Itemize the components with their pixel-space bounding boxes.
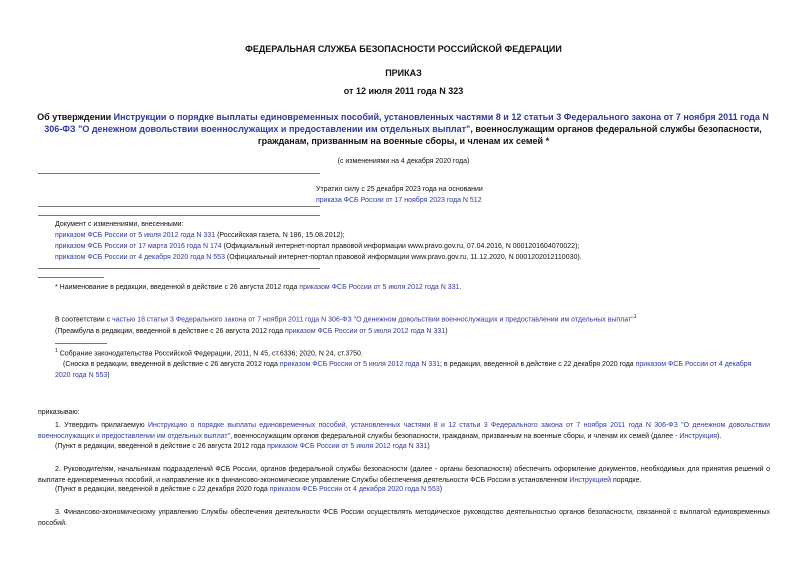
changes-item [55,232,345,239]
changes-item [55,243,579,250]
note-end: ) [427,443,430,450]
preamble-prefix: В соответствии с [55,316,113,324]
note-end: ) [445,328,448,335]
item-1-note-link[interactable]: приказом ФСБ России от 5 июля 2012 года N 331 [267,443,428,450]
order-item-1-note [55,443,430,450]
order-item-1 [38,420,770,442]
note-prefix: (Пункт в редакции, введенной в действие с 22 декабря 2020 года [55,486,270,493]
footnote-text: Собрание законодательства Российской Федерации, 2011, N 45, ст.6336; 2020, N 24, ст.3750. [57,350,363,358]
footnote-1-note-line-2 [55,372,110,379]
title-line-1 [36,112,770,122]
note-prefix: (Пункт в редакции, введенной в действие с 26 августа 2012 года [55,443,268,450]
item-text: 2. Руководителям, начальникам подразделений ФСБ России, органов федеральной службы безопасности (далее - органы безопасности) обеспечить оформление документов, необходимых для принятия решений о выплате единовременных пособий, и направление их в финансово-экономическое управление Службы обеспечения деятельности ФСБ России в установленном [38,466,770,484]
order-word: приказываю: [38,409,80,416]
footnote-divider [55,343,107,344]
divider [38,215,320,216]
note-end: ) [439,486,443,493]
note-prefix: (Сноска в редакции, введенной в действие с 26 августа 2012 года [63,361,280,368]
item-end: ). [717,433,722,440]
amendment-link[interactable]: приказом ФСБ России от 4 декабря 2020 года N 553 [55,254,225,261]
footnote-1 [55,348,363,357]
preamble-law-link[interactable]: частью 18 статьи 3 Федерального закона от 7 ноября 2011 года N 306-ФЗ "О денежном довольствии военнослужащих и предоставлении им отдельных выплат" [112,316,634,324]
footnote-note-link[interactable]: приказом ФСБ России от 5 июля 2012 года N 331 [279,361,440,368]
footnote-note-link-2[interactable]: приказом ФСБ России от 4 декабря [635,361,752,368]
title-footnote [55,284,461,291]
title-line-2 [36,124,770,134]
title-line-3: гражданам, призванным на военные сборы, и членам их семей * [257,136,550,146]
note-prefix: (Преамбула в редакции, введенной в действие с 26 августа 2012 года [55,328,286,335]
title-suffix: , военнослужащим органов федеральной службы безопасности, [470,124,762,134]
instruction-short-link[interactable]: Инструкция [679,433,718,440]
footnote-1-note-line-1 [63,361,751,368]
footnote-text: * Наименование в редакции, введенной в действие с 26 августа 2012 года [55,284,300,291]
amendment-link[interactable]: приказом ФСБ России от 5 июля 2012 года N 331 [55,232,216,239]
order-item-2-note [55,486,442,493]
divider [38,173,320,174]
footnote-end: . [459,284,462,291]
footnote-divider [38,277,104,278]
changes-heading: Документ с изменениями, внесенными: [55,221,184,228]
footnote-link[interactable]: приказом ФСБ России от 5 июля 2012 года N 331 [299,284,460,291]
agency-name: ФЕДЕРАЛЬНАЯ СЛУЖБА БЕЗОПАСНОСТИ РОССИЙСКОЙ ФЕДЕРАЦИИ [245,44,562,54]
doc-date-number: от 12 июля 2011 года N 323 [343,86,464,96]
footnote-mark: 1 [55,348,58,354]
item-2-note-link[interactable]: приказом ФСБ России от 4 декабря 2020 года N 553 [269,486,440,493]
preamble-note-link[interactable]: приказом ФСБ России от 5 июля 2012 года N 331 [285,328,446,335]
title-prefix: Об утверждении [37,112,114,122]
note-end: ) [107,372,110,379]
item-text: 1. Утвердить прилагаемую [55,422,148,429]
amendment-source: (Российская газета, N 186, 15.08.2012); [215,232,345,239]
order-item-3: 3. Финансово-экономическому управлению Службы обеспечения деятельности ФСБ России осуществлять методическое руководство деятельностью органов безопасности, связанной с выплатой единовременных пособий. [38,509,770,527]
instruction-link[interactable]: Инструкцию о порядке выплаты единовременных пособий, установленных частями 8 и 12 статьи 3 Федерального закона от 7 ноября 2011 года N 306-ФЗ "О денежном довольствии военнослужащих и предоставлении им отдельных выплат" [38,422,770,440]
title-instruction-link[interactable]: Инструкции о порядке выплаты единовременных пособий, установленных частями 8 и 12 статьи 3 Федерального закона от 7 ноября 2011 года N [113,112,769,122]
preamble-note [55,328,448,335]
order-item-2 [38,464,770,486]
item-text: , военнослужащим органов федеральной службы безопасности, гражданам, призванным на военные сборы, и членам их семей (далее - [230,433,680,440]
note-mid: ; в редакции, введенной в действие с 22 декабря 2020 года [440,361,636,368]
amendment-source: (Официальный интернет-портал правовой информации www.pravo.gov.ru, 11.12.2020, N 0001202012110030). [224,254,582,261]
footnote-note-link-2[interactable]: 2020 года N 553 [55,372,108,379]
status-repeal-link[interactable]: приказа ФСБ России от 17 ноября 2023 года N 512 [316,197,482,204]
divider [38,268,320,269]
preamble [55,314,637,323]
status-text: Утратил силу с 25 декабря 2023 года на основании [316,186,483,193]
doc-type: ПРИКАЗ [385,68,422,78]
amended-note: (с изменениями на 4 декабря 2020 года) [337,158,470,165]
instruction-link-2[interactable]: Инструкцией [569,477,612,484]
changes-item [55,254,582,261]
title-law-link[interactable]: 306-ФЗ "О денежном довольствии военнослужащих и предоставлении им отдельных выплат" [44,124,471,134]
amendment-source: (Официальный интернет-портал правовой информации www.pravo.gov.ru, 07.04.2016, N 0001201604070022); [221,243,580,250]
amendment-link[interactable]: приказом ФСБ России от 17 марта 2016 года N 174 [55,243,222,250]
divider [38,206,320,207]
item-end: порядке. [611,477,642,484]
footnote-ref[interactable]: 1 [633,314,637,320]
